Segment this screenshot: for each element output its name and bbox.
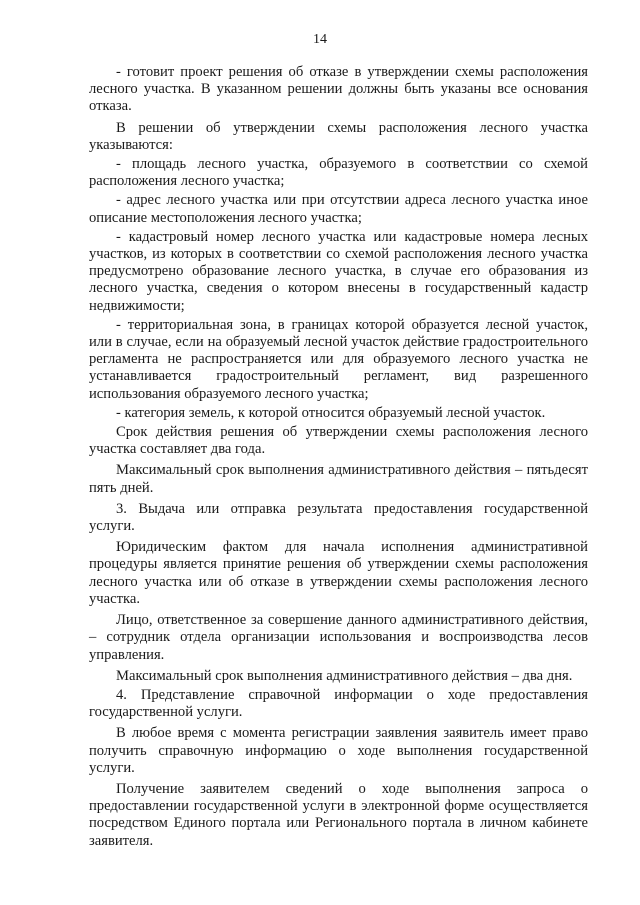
paragraph-legal-fact: Юридическим фактом для начала исполнения административной процедуры является принятие решения об утверждении схемы расположения лесного участка или об отказе в утверждении схемы расположения лесного участка. [89, 539, 588, 607]
paragraph-validity-period: Срок действия решения об утверждении схемы расположения лесного участка составляет два года. [89, 424, 588, 458]
section-heading-4: 4. Представление справочной информации о ходе предоставления государственной услуги. [89, 686, 588, 721]
paragraph-electronic-info: Получение заявителем сведений о ходе выполнения запроса о предоставлении государственной услуги в электронной форме осуществляется посредством Единого портала или Регионального портала в личном кабинете заявителя. [89, 780, 588, 849]
list-item-territorial-zone: - территориальная зона, в границах которой образуется лесной участок, или в случае, если на образуемый лесной участок действие градостроительного регламента не распространяется или для образуемого лесного участка не устанавливается градостроительный регламент, вид разрешенного использования образуемого лесного участка; [89, 316, 588, 402]
paragraph-max-term-2: Максимальный срок выполнения административного действия – два дня. [116, 667, 573, 684]
page-number: 14 [313, 32, 327, 47]
list-item-area: - площадь лесного участка, образуемого в соответствии со схемой расположения лесного участка; [89, 156, 588, 190]
list-item-cadastral-number: - кадастровый номер лесного участка или кадастровые номера лесных участков, из которых в соответствии со схемой расположения лесного участка предусмотрено образование лесного участка, в случае его образования из лесного участка, сведения о котором внесены в государственный кадастр недвижимости; [89, 228, 588, 314]
paragraph-anytime-info: В любое время с момента регистрации заявления заявитель имеет право получить справочную информацию о ходе выполнения государственной услуги. [89, 725, 588, 776]
paragraph-responsible-person: Лицо, ответственное за совершение данного административного действия, – сотрудник отдела организации использования и воспроизводства лесов управления. [89, 612, 588, 663]
paragraph-max-term-55: Максимальный срок выполнения административного действия – пятьдесят пять дней. [89, 462, 588, 496]
paragraph-decision-intro: В решении об утверждении схемы расположения лесного участка указываются: [89, 119, 588, 153]
list-item-land-category: - категория земель, к которой относится образуемый лесной участок. [116, 404, 546, 421]
section-heading-3: 3. Выдача или отправка результата предоставления государственной услуги. [89, 500, 588, 535]
list-item-address: - адрес лесного участка или при отсутствии адреса лесного участка иное описание местоположения лесного участка; [89, 192, 588, 226]
paragraph-refusal-draft: - готовит проект решения об отказе в утверждении схемы расположения лесного участка. В указанном решении должны быть указаны все основания отказа. [89, 64, 588, 115]
document-body [89, 62, 588, 850]
